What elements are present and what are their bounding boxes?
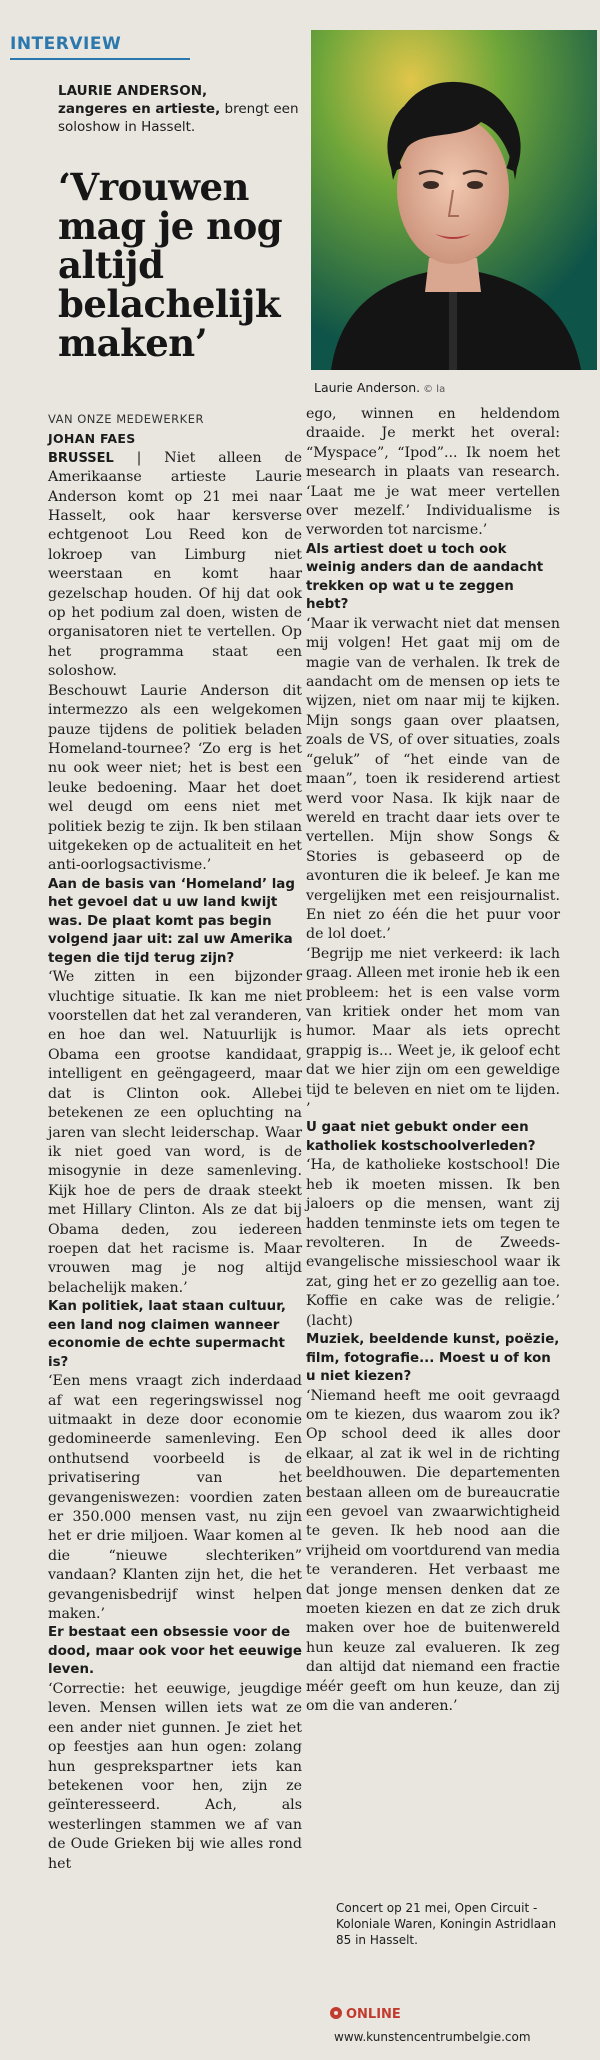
question: Als artiest doet u toch ook weinig anders dan de aandacht trekken op wat u te zeggen hebt? xyxy=(306,541,544,613)
paragraph: ego, winnen en heldendom draaide. Je merkt het overal: “Myspace”, “Ipod”... Ik noem het mesearch in plaats van research. ‘Laat me je wat meer vertellen over mezelf.’ Individualisme is verworden tot narcisme.’ xyxy=(306,406,560,539)
question: Aan de basis van ‘Homeland’ lag het gevoel dat u uw land kwijt was. De plaat komt pas begin volgend jaar uit: zal uw Amerika tegen die tijd terug zijn? xyxy=(48,876,295,966)
paragraph: Beschouwt Laurie Anderson dit intermezzo als een welgekomen pauze tijdens de politiek beladen Homeland-tournee? ‘Zo erg is het nu ook weer niet; het is best een leuke bedoening. Maar het doet wel deugd om eens niet met politiek bezig te zijn. Ik ben stilaan uitgekeken op de actualiteit en het anti-oorlogsactivisme.’ xyxy=(48,682,302,874)
online-label xyxy=(330,2007,401,2022)
online-icon xyxy=(330,2007,342,2019)
intro-role: zangeres en artieste, xyxy=(58,101,221,117)
intro-text xyxy=(58,82,308,136)
photo-credit: © la xyxy=(423,384,446,395)
paragraph: ‘Een mens vraagt zich inderdaad af wat een regeringswissel nog uitmaakt in deze door economie gedomineerde samenleving. Een onthutsend voorbeeld is de privatisering van het gevangeniswezen: voordien zaten er 350.000 mensen vast, nu zijn het er drie miljoen. Waar komen al die “nieuwe slechteriken” vandaan? Klanten zijn het, die het gevangenisbedrijf winst helpen maken.’ xyxy=(48,1373,302,1623)
question: Muziek, beeldende kunst, poëzie, film, fotografie... Moest u of kon u niet kiezen? xyxy=(306,1332,560,1385)
photo-caption xyxy=(314,380,445,395)
question: Kan politiek, laat staan cultuur, een land nog claimen wanneer economie de echte supermacht is? xyxy=(48,1299,286,1370)
section-rule xyxy=(10,58,190,60)
paragraph: ‘Begrijp me niet verkeerd: ik lach graag. Alleen met ironie heb ik een probleem: het is een valse vorm van kritiek onder het mom van humor. Maar als iets oprecht grappig is... Weet je, ik geloof echt dat we hier zijn om een geweldige tijd te beleven en niet om te lijden. ’ xyxy=(306,945,560,1117)
byline-author: JOHAN FAES xyxy=(48,431,136,447)
lead-text: Niet alleen de Amerikaanse artieste Laurie Anderson komt op 21 mei naar Hasselt, ook haar kersverse echtgenoot Lou Reed kon de lokroep van Limburg niet weerstaan en komt haar gezelschap houden. Of hij dat ook op het podium zal doen, wisten de organisatoren niet te vertellen. Op het programma staat een soloshow. xyxy=(48,449,302,680)
paragraph: ‘Ha, de katholieke kostschool! Die heb ik moeten missen. Ik ben jaloers op die mensen, want zij hadden tenminste iets om tegen te revolteren. In de Zweeds-evangelische missieschool waar ik zat, ging het er zo gezellig aan toe. Koffie en cake was de religie.’ (lacht) xyxy=(306,1157,560,1329)
article-column-1 xyxy=(48,410,302,1874)
paragraph: ‘Niemand heeft me ooit gevraagd om te kiezen, dus waarom zou ik? Op school deed ik alles door elkaar, al zat ik wel in de richting beeldhouwen. Die departementen bestaan alleen om de bureaucratie een gevoel van zwaarwichtigheid te geven. Ik heb nood aan die vrijheid om voortdurend van media te veranderen. Het verbaast me dat jonge mensen denken dat ze moeten kiezen en dat ze zich druk maken over hoe de buitenwereld hun keuze zal evalueren. Ik zeg dan altijd dat niemand een fractie méér geeft om hun keuze, dan zij om die van anderen.’ xyxy=(306,1387,560,1715)
question: U gaat niet gebukt onder een katholiek kostschoolverleden? xyxy=(306,1120,536,1154)
question: Er bestaat een obsessie voor de dood, maar ook voor het eeuwige leven. xyxy=(48,1625,302,1678)
paragraph: ‘Correctie: het eeuwige, jeugdige leven. Mensen willen iets wat ze een ander niet gunnen. Je ziet het op feestjes aan hun ogen: zolang hun gesprekspartner iets kan betekenen voor hen, zijn ze geïnteresseerd. Ach, als westerlingen stammen we af van de Oude Grieken bij wie alles rond het xyxy=(48,1680,302,1872)
portrait-photo xyxy=(311,30,597,370)
intro-rest: brengt een soloshow in Hasselt. xyxy=(58,101,299,135)
caption-text: Laurie Anderson. xyxy=(314,380,421,395)
concert-note: Concert op 21 mei, Open Circuit - Koloniale Waren, Koningin Astridlaan 85 in Hasselt. xyxy=(336,1901,557,1947)
article-header xyxy=(10,20,590,395)
paragraph: ‘We zitten in een bijzonder vluchtige situatie. Ik kan me niet voorstellen dat het zal veranderen, en hoe dan wel. Natuurlijk is Obama een grootse kandidaat, intelligent en geëngageerd, maar dat is Clinton ook. Allebei betekenen ze een opluchting na jaren van slecht leiderschap. Waar ik niet goed van word, is de misogynie in deze samenleving. Kijk hoe de pers de draak steekt met Hillary Clinton. Als ze dat bij Obama deden, zou iedereen roepen dat het racisme is. Maar vrouwen mag je nog altijd belachelijk maken.’ xyxy=(48,969,302,1296)
portrait-illustration xyxy=(311,30,597,370)
byline-kicker: VAN ONZE MEDEWERKER xyxy=(48,412,204,426)
headline: ‘Vrouwen mag je nog altijd belachelijk maken’ xyxy=(58,165,283,365)
online-url-link[interactable]: www.kunstencentrumbelgie.com xyxy=(334,2030,531,2044)
paragraph: ‘Maar ik verwacht niet dat mensen mij volgen! Het gaat mij om de magie van de verhalen. Ik trek de aandacht om de mensen op iets te wijzen, niet om naar mij te kijken. Mijn songs gaan over plaatsen, zoals de VS, of over situaties, zoals “geluk” of “het einde van de maan”, toen ik residerend artiest werd voor Nasa. Ik kijk naar de wereld en tracht daar iets over te vertellen. Mijn show Songs & Stories is gebaseerd op de avonturen die ik beleef. Je kan me vergelijken met een reisjournalist. En niet zo één die het puur voor de lol doet.’ xyxy=(306,615,560,943)
article-column-2 xyxy=(306,405,560,1716)
intro-name: LAURIE ANDERSON, xyxy=(58,83,208,99)
dateline: BRUSSEL xyxy=(48,450,114,466)
online-text: ONLINE xyxy=(346,2007,401,2022)
lead-paragraph: BRUSSEL | Niet alleen de Amerikaanse artieste Laurie Anderson komt op 21 mei naar Hasselt, ook haar kersverse echtgenoot Lou Reed kon de lokroep van Limburg niet weerstaan en komt haar gezelschap houden. Of hij dat ook op het podium zal doen, wisten de organisatoren niet te vertellen. Op het programma staat een soloshow. xyxy=(48,449,302,680)
section-label: INTERVIEW xyxy=(10,34,122,54)
